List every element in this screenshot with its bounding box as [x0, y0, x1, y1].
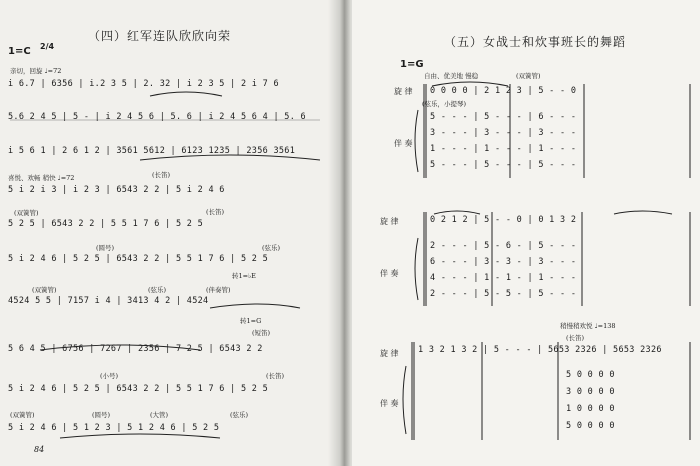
annotation: (弦乐，小提琴)	[422, 100, 467, 108]
accompaniment-line: 5 - - - | 5 - - - | 6 - - -	[430, 112, 577, 122]
left-tempo-1: 亲切，回旋 ♩=72	[10, 67, 62, 75]
annotation: (弦乐)	[230, 411, 249, 419]
accompaniment-line: 3 0 0 0 0	[566, 387, 615, 397]
left-time-signature: 2/4	[40, 42, 55, 51]
left-staff-row: 5.6 2 4 5 | 5 - | i 2 4 5 6 | 5. 6 | i 2 4 5 6 4 | 5. 6	[8, 112, 306, 122]
annotation: (长笛)	[566, 334, 585, 342]
left-page-title: （四）红军连队欣欣向荣	[88, 29, 232, 43]
left-page	[0, 0, 336, 466]
right-tempo-2: 稍慢稍欢悦 ♩=138	[560, 322, 616, 330]
annotation: (小号)	[100, 372, 119, 380]
accompaniment-line: 3 - - - | 3 - - - | 3 - - -	[430, 128, 577, 138]
annotation: (长笛)	[206, 208, 225, 216]
left-staff-row: 5 2 5 | 6543 2 2 | 5 5 1 7 6 | 5 2 5	[8, 219, 204, 229]
right-page-title: （五）女战士和炊事班长的舞蹈	[444, 35, 627, 49]
annotation: (双簧管)	[10, 411, 35, 419]
annotation: (长笛)	[266, 372, 285, 380]
annotation: (双簧管)	[516, 72, 541, 80]
page-number: 84	[34, 445, 45, 454]
left-staff-row: 5 i 2 4 6 | 5 2 5 | 6543 2 2 | 5 5 1 7 6 | 5 2 5	[8, 384, 269, 394]
accompaniment-label: 伴 奏	[394, 139, 413, 148]
annotation: 转1=G	[240, 317, 262, 325]
accompaniment-line: 5 - - - | 5 - - - | 5 - - -	[430, 160, 577, 170]
melody-line: 0 0 0 0 | 2 1 2 3 | 5 - - 0	[430, 86, 577, 96]
left-staff-row: 5 i 2 4 6 | 5 2 5 | 6543 2 2 | 5 5 1 7 6 | 5 2 5	[8, 254, 269, 264]
annotation: (圆号)	[92, 411, 111, 419]
annotation: 转1=♭E	[232, 272, 256, 280]
annotation: (圆号)	[96, 244, 115, 252]
accompaniment-label: 伴 奏	[380, 399, 399, 408]
left-staff-row: i 6.7 | 6356 | i.2 3 5 | 2. 32 | i 2 3 5 | 2 i 7 6	[8, 79, 279, 89]
melody-label: 旋 律	[380, 349, 399, 358]
left-tempo-2: 喜悦、欢畅 稍快 ♩=72	[8, 174, 75, 182]
left-key-signature: 1=C	[8, 46, 31, 57]
accompaniment-line: 2 - - - | 5 - 6 - | 5 - - -	[430, 241, 577, 251]
annotation: (大管)	[150, 411, 169, 419]
accompaniment-line: 2 - - - | 5 - 5 - | 5 - - -	[430, 289, 577, 299]
annotation: (双簧管)	[14, 209, 39, 217]
accompaniment-line: 1 - - - | 1 - - - | 1 - - -	[430, 144, 577, 154]
left-staff-row: 5 6 4 5 | 6756 | 7267 | 2356 | 7 2 5 | 6543 2 2	[8, 344, 263, 354]
annotation: (弦乐)	[148, 286, 167, 294]
melody-label: 旋 律	[380, 217, 399, 226]
melody-line: 1 3 2 1 3 2 | 5 - - - | 5653 2326 | 5653 2326	[418, 345, 662, 355]
annotation: (伴奏管)	[206, 286, 231, 294]
right-tempo-1: 自由、优美地 慢稳	[424, 72, 479, 80]
melody-line: 0 2 1 2 | 5 - - 0 | 0 1 3 2	[430, 215, 577, 225]
accompaniment-line: 1 0 0 0 0	[566, 404, 615, 414]
annotation: (弦乐)	[262, 244, 281, 252]
accompaniment-line: 5 0 0 0 0	[566, 370, 615, 380]
accompaniment-line: 5 0 0 0 0	[566, 421, 615, 431]
annotation: (短笛)	[252, 329, 271, 337]
accompaniment-line: 6 - - - | 3 - 3 - | 3 - - -	[430, 257, 577, 267]
melody-label: 旋 律	[394, 87, 413, 96]
right-key-signature: 1=G	[400, 59, 424, 70]
left-staff-row: 5 i 2 i 3 | i 2 3 | 6543 2 2 | 5 i 2 4 6	[8, 185, 225, 195]
annotation: (长笛)	[152, 171, 171, 179]
left-staff-row: 4524 5 5 | 7157 i 4 | 3413 4 2 | 4524	[8, 296, 209, 306]
left-staff-row: i 5 6 1 | 2 6 1 2 | 3561 5612 | 6123 1235 | 2356 3561	[8, 146, 296, 156]
accompaniment-line: 4 - - - | 1 - 1 - | 1 - - -	[430, 273, 577, 283]
left-staff-row: 5 i 2 4 6 | 5 1 2 3 | 5 1 2 4 6 | 5 2 5	[8, 423, 220, 433]
right-page	[352, 0, 700, 466]
accompaniment-label: 伴 奏	[380, 269, 399, 278]
annotation: (双簧管)	[32, 286, 57, 294]
